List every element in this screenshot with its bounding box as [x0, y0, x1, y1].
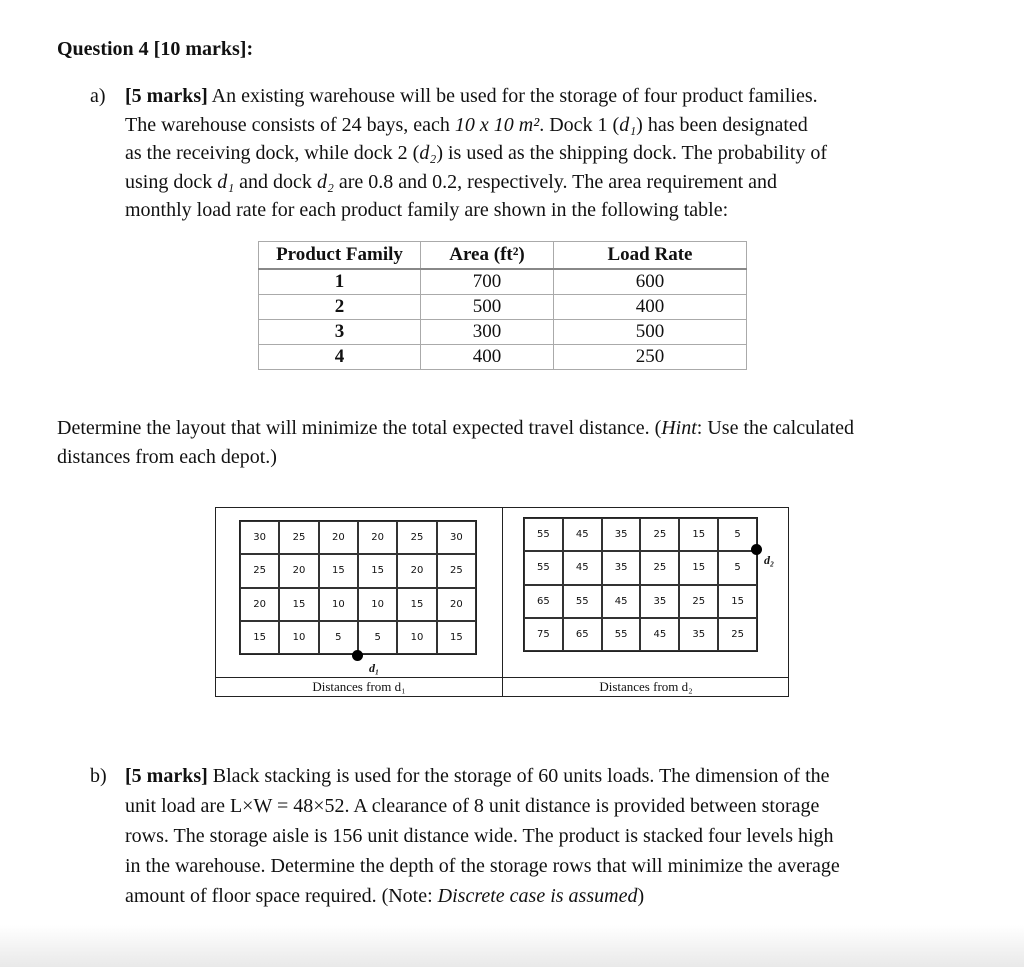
dock-d2-marker	[751, 544, 762, 555]
grid-cell: 15	[240, 621, 279, 654]
grid-cell: 15	[279, 588, 318, 621]
caption-row	[216, 677, 788, 678]
text: ) is used as the shipping dock. The probability of	[436, 142, 827, 164]
grid-cell: 35	[602, 518, 641, 551]
cell: 700	[421, 269, 554, 295]
text: An existing warehouse will be used for the storage of four product families.	[207, 85, 818, 107]
grid-cell: 45	[563, 551, 602, 584]
grid-cell: 5	[718, 551, 757, 584]
grid-cell: 35	[640, 585, 679, 618]
text: Determine the layout that will minimize the total expected travel distance. (	[57, 417, 662, 439]
cell: 3	[259, 320, 421, 345]
grid-cell: 35	[679, 618, 718, 651]
grid-cell: 5	[718, 518, 757, 551]
d2-label: d₂	[764, 553, 775, 567]
grid-cell: 25	[437, 554, 476, 587]
grid-cell: 15	[358, 554, 397, 587]
column-header: Load Rate	[554, 242, 747, 270]
grid-cell: 30	[437, 521, 476, 554]
grid-cell: 10	[358, 588, 397, 621]
cell: 600	[554, 269, 747, 295]
grid-cell: 55	[524, 518, 563, 551]
grid-cell: 25	[397, 521, 436, 554]
text: : Use the calculated	[696, 417, 854, 439]
table-row	[259, 320, 747, 345]
dock-d1-marker	[352, 650, 363, 661]
grid-cell: 45	[602, 585, 641, 618]
grid-cell: 15	[679, 518, 718, 551]
text: amount of floor space required. (Note:	[125, 885, 438, 907]
column-header: Product Family	[259, 242, 421, 270]
grid-cell: 20	[279, 554, 318, 587]
grid-cell: 75	[524, 618, 563, 651]
grid-cell: 5	[358, 621, 397, 654]
d1-distance-grid	[239, 520, 477, 655]
d2-distance-grid	[523, 517, 758, 652]
grid-cell: 25	[718, 618, 757, 651]
question-title: Question 4 [10 marks]:	[57, 38, 254, 60]
grid-cell: 25	[679, 585, 718, 618]
text: in the warehouse. Determine the depth of the storage rows that will minimize the average	[125, 855, 840, 877]
part-b-text	[125, 761, 1005, 911]
caption-d2: Distances from d₂	[599, 679, 693, 694]
grid-cell: 20	[240, 588, 279, 621]
table-row	[259, 345, 747, 370]
grid-cell: 25	[279, 521, 318, 554]
math: d₁	[619, 113, 637, 136]
grid-cell: 25	[640, 551, 679, 584]
grid-cell: 55	[524, 551, 563, 584]
table-header	[259, 242, 747, 270]
d1-label: d₁	[369, 661, 380, 675]
text: The warehouse consists of 24 bays, each	[125, 113, 455, 136]
math: d₁	[217, 170, 235, 193]
cell: 400	[554, 295, 747, 320]
text: using dock	[125, 170, 218, 193]
cell: 500	[554, 320, 747, 345]
hint-label: Hint	[661, 417, 697, 439]
part-a-marks: [5 marks]	[125, 85, 208, 107]
grid-cell: 65	[563, 618, 602, 651]
grid-cell: 20	[358, 521, 397, 554]
part-b-label: b)	[90, 765, 107, 787]
text: Black stacking is used for the storage of 60 units loads. The dimension of the	[207, 765, 830, 787]
grid-cell: 10	[319, 588, 358, 621]
grid-cell: 15	[319, 554, 358, 587]
text: as the receiving dock, while dock 2 (	[125, 142, 420, 164]
grid-cell: 15	[397, 588, 436, 621]
grid-cell: 20	[319, 521, 358, 554]
grid-cell: 30	[240, 521, 279, 554]
text: unit load are L×W = 48×52. A clearance of 8 unit distance is provided between storage	[125, 795, 820, 817]
determine-text	[57, 414, 987, 471]
part-a-label: a)	[90, 85, 106, 107]
cell: 250	[554, 345, 747, 370]
math: d₂	[316, 170, 334, 193]
caption-d1: Distances from d₁	[312, 679, 406, 694]
divider	[502, 508, 503, 696]
product-family-table	[258, 241, 747, 370]
text: distances from each depot.)	[57, 445, 277, 468]
cell: 500	[421, 295, 554, 320]
math: 10 x 10 m²	[454, 113, 540, 136]
cell: 4	[259, 345, 421, 370]
part-a-text	[125, 82, 985, 225]
grid-cell: 10	[279, 621, 318, 654]
grid-cell: 5	[319, 621, 358, 654]
grid-cell: 35	[602, 551, 641, 584]
grid-cell: 15	[718, 585, 757, 618]
bottom-shade	[0, 925, 1024, 967]
cell: 2	[259, 295, 421, 320]
grid-cell: 15	[679, 551, 718, 584]
text: ) has been designated	[636, 113, 808, 136]
text: and dock	[234, 170, 317, 193]
text: monthly load rate for each product family are shown in the following table:	[125, 199, 729, 221]
math: d₂	[419, 142, 437, 164]
grid-cell: 25	[640, 518, 679, 551]
grid-cell: 25	[240, 554, 279, 587]
text: rows. The storage aisle is 156 unit distance wide. The product is stacked four levels high	[125, 825, 834, 847]
grid-cell: 10	[397, 621, 436, 654]
grid-cell: 65	[524, 585, 563, 618]
cell: 300	[421, 320, 554, 345]
grid-cell: 45	[563, 518, 602, 551]
grid-cell: 55	[602, 618, 641, 651]
grid-cell: 20	[397, 554, 436, 587]
grid-cell: 45	[640, 618, 679, 651]
text: )	[637, 885, 645, 907]
distance-figure	[215, 507, 789, 697]
grid-cell: 20	[437, 588, 476, 621]
cell: 400	[421, 345, 554, 370]
column-header: Area (ft²)	[421, 242, 554, 270]
cell: 1	[259, 269, 421, 295]
table-row	[259, 269, 747, 295]
note-text: Discrete case is assumed	[437, 885, 638, 907]
table-row	[259, 295, 747, 320]
grid-cell: 55	[563, 585, 602, 618]
text: are 0.8 and 0.2, respectively. The area requirement and	[333, 170, 778, 193]
grid-cell: 15	[437, 621, 476, 654]
text: . Dock 1 (	[539, 113, 620, 136]
part-b-marks: [5 marks]	[125, 765, 208, 787]
